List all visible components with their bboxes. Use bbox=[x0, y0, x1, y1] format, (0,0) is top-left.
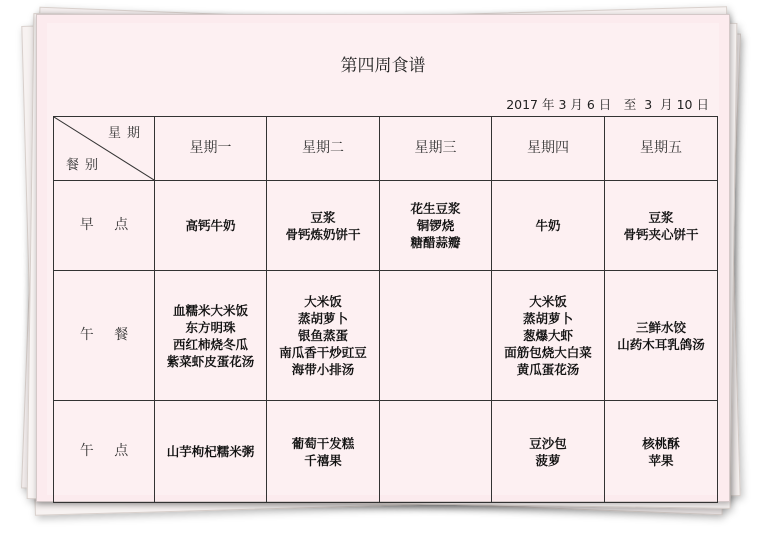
menu-paper bbox=[47, 23, 719, 495]
dish-item: 骨钙炼奶饼干 bbox=[285, 226, 361, 242]
meal-row-breakfast bbox=[54, 181, 718, 271]
dish-item: 南瓜香干炒豇豆 bbox=[279, 345, 367, 360]
menu-cell bbox=[492, 181, 605, 271]
dish-item: 西红柿烧冬瓜 bbox=[172, 336, 248, 352]
dish-item: 面筋包烧大白菜 bbox=[504, 345, 592, 360]
menu-cell bbox=[492, 401, 605, 503]
corner-day-label: 星期 bbox=[107, 126, 146, 141]
dish-item: 高钙牛奶 bbox=[185, 218, 236, 233]
dish-item: 山芋枸杞糯米粥 bbox=[166, 444, 255, 459]
day-header-fri: 星期五 bbox=[605, 117, 718, 181]
menu-page bbox=[36, 14, 730, 502]
menu-cell bbox=[267, 181, 380, 271]
dish-item: 千禧果 bbox=[304, 452, 342, 468]
menu-table bbox=[53, 116, 718, 503]
corner-cell bbox=[54, 117, 155, 181]
menu-cell bbox=[380, 181, 492, 271]
dish-item: 紫菜虾皮蛋花汤 bbox=[166, 353, 255, 369]
page-title: 第四周食谱 bbox=[340, 56, 426, 76]
dish-item: 蒸胡萝卜 bbox=[297, 311, 348, 326]
dish-item: 骨钙夹心饼干 bbox=[623, 226, 699, 242]
meal-label-lunch: 午 餐 bbox=[54, 271, 155, 401]
dish-item: 黄瓜蛋花汤 bbox=[516, 362, 580, 377]
dish-item: 葡萄干发糕 bbox=[291, 435, 355, 451]
dish-item: 东方明珠 bbox=[185, 319, 236, 335]
dish-item: 牛奶 bbox=[535, 218, 561, 233]
dish-item: 大米饭 bbox=[529, 294, 567, 309]
menu-cell bbox=[155, 181, 267, 271]
menu-cell bbox=[605, 181, 718, 271]
day-header-wed: 星期三 bbox=[380, 117, 492, 181]
header-row bbox=[54, 117, 718, 181]
menu-cell bbox=[267, 401, 380, 503]
menu-cell bbox=[380, 271, 492, 401]
day-header-thu: 星期四 bbox=[492, 117, 605, 181]
dish-item: 豆浆 bbox=[648, 209, 674, 225]
menu-cell bbox=[380, 401, 492, 503]
dish-item: 铜锣烧 bbox=[416, 218, 455, 233]
day-header-tue: 星期二 bbox=[267, 117, 380, 181]
day-header-mon: 星期一 bbox=[155, 117, 267, 181]
menu-cell bbox=[155, 401, 267, 503]
dish-item: 银鱼蒸蛋 bbox=[297, 328, 348, 343]
meal-row-snack bbox=[54, 401, 718, 503]
menu-cell bbox=[492, 271, 605, 401]
dish-item: 豆浆 bbox=[310, 209, 336, 225]
menu-cell bbox=[605, 271, 718, 401]
dish-item: 花生豆浆 bbox=[410, 201, 461, 216]
date-range: 2017 年 3 月 6 日 至 3 月 10 日 bbox=[506, 97, 709, 112]
dish-item: 菠萝 bbox=[535, 452, 561, 468]
menu-cell bbox=[155, 271, 267, 401]
dish-item: 豆沙包 bbox=[529, 435, 567, 451]
menu-cell bbox=[267, 271, 380, 401]
dish-item: 血糯米大米饭 bbox=[172, 302, 248, 318]
dish-item: 糖醋蒜瓣 bbox=[410, 235, 461, 250]
dish-item: 山药木耳乳鸽汤 bbox=[617, 336, 705, 352]
corner-meal-label: 餐别 bbox=[66, 158, 105, 173]
dish-item: 大米饭 bbox=[304, 294, 342, 309]
dish-item: 海带小排汤 bbox=[291, 362, 355, 377]
dish-item: 核桃酥 bbox=[642, 435, 680, 451]
dish-item: 苹果 bbox=[648, 452, 674, 468]
meal-row-lunch bbox=[54, 271, 718, 401]
dish-item: 蒸胡萝卜 bbox=[522, 311, 573, 326]
meal-label-breakfast: 早 点 bbox=[54, 181, 155, 271]
meal-label-snack: 午 点 bbox=[54, 401, 155, 503]
dish-item: 三鲜水饺 bbox=[635, 319, 686, 335]
menu-cell bbox=[605, 401, 718, 503]
dish-item: 葱爆大虾 bbox=[522, 328, 573, 343]
